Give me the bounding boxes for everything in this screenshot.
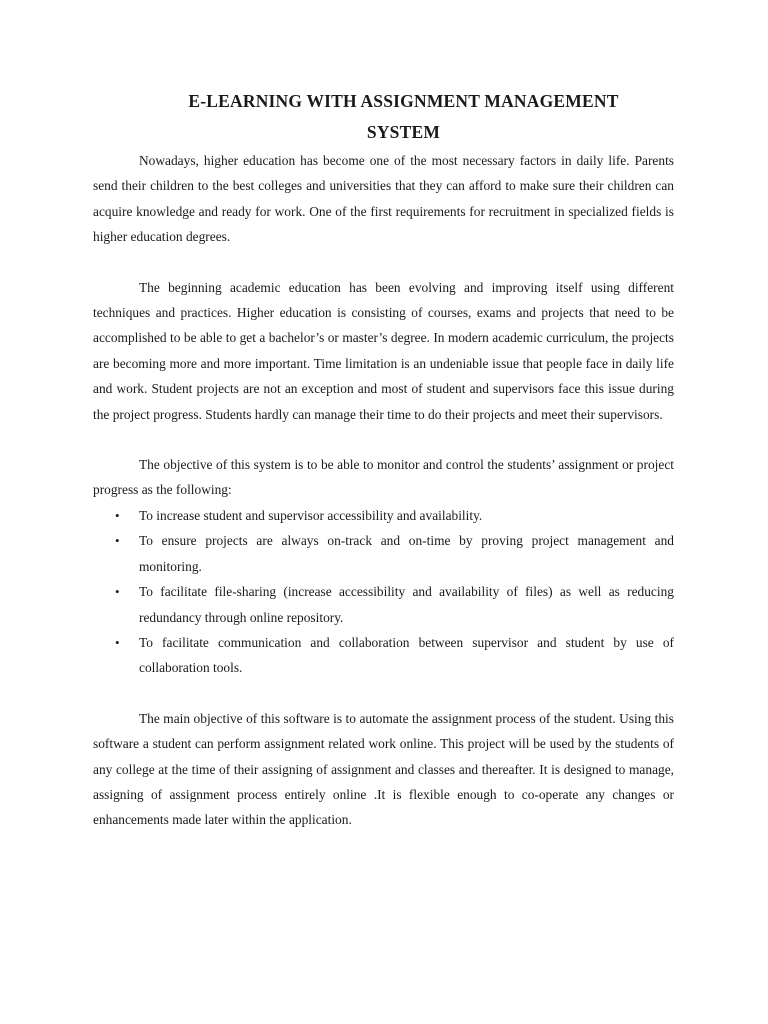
document-page — [93, 86, 674, 833]
document-title — [133, 86, 674, 148]
list-item — [93, 579, 674, 630]
paragraph-gap — [93, 681, 674, 706]
title-line-1: E-LEARNING WITH ASSIGNMENT MANAGEMENT — [188, 91, 619, 111]
bullet-icon: • — [115, 584, 120, 600]
bullet-icon: • — [115, 634, 120, 650]
list-item-text: To facilitate communication and collaboration between supervisor and student by use of collaboration tools. — [139, 634, 674, 676]
bullet-icon: • — [115, 507, 120, 523]
paragraph-gap — [93, 250, 674, 275]
paragraph-main-objective: The main objective of this software is to automate the assignment process of the student. Using this software a student can perform assignment related work online. This project will be used by the students of any college at the time of their assigning of assignment and classes and thereafter. It is designed to manage, assigning of assignment process entirely online .It is flexible enough to co-operate any changes or enhancements made later within the application. — [93, 710, 674, 828]
list-item-text: To facilitate file-sharing (increase accessibility and availability of files) as well as reducing redundancy through online repository. — [139, 584, 674, 625]
paragraph-objective: The objective of this system is to be able to monitor and control the students’ assignment or project progress as the following: — [93, 457, 674, 498]
paragraph-background: The beginning academic education has been evolving and improving itself using different techniques and practices. Higher education is consisting of courses, exams and projects that need to be accomplished to be able to get a bachelor’s or master’s degree. In modern academic curriculum, the projects are becoming more and more important. Time limitation is an undeniable issue that people face in daily life and work. Student projects are not an exception and most of student and supervisors face this issue during the project progress. Students hardly can manage their time to do their projects and meet their supervisors. — [93, 279, 674, 422]
list-item — [93, 528, 674, 579]
list-item — [93, 630, 674, 681]
paragraph-intro: Nowadays, higher education has become one of the most necessary factors in daily life. Parents send their children to the best colleges and universities that they can afford to make sure their children can acquire knowledge and ready for work. One of the first requirements for recruitment in specialized fields is higher education degrees. — [93, 153, 674, 245]
paragraph-gap — [93, 427, 674, 452]
bullet-icon: • — [115, 533, 120, 549]
list-item-text: To ensure projects are always on-track and on-time by proving project management and monitoring. — [139, 533, 674, 574]
list-item-text: To increase student and supervisor accessibility and availability. — [139, 507, 483, 523]
list-item — [93, 503, 674, 528]
title-line-2: SYSTEM — [366, 122, 441, 142]
objectives-list — [93, 503, 674, 681]
